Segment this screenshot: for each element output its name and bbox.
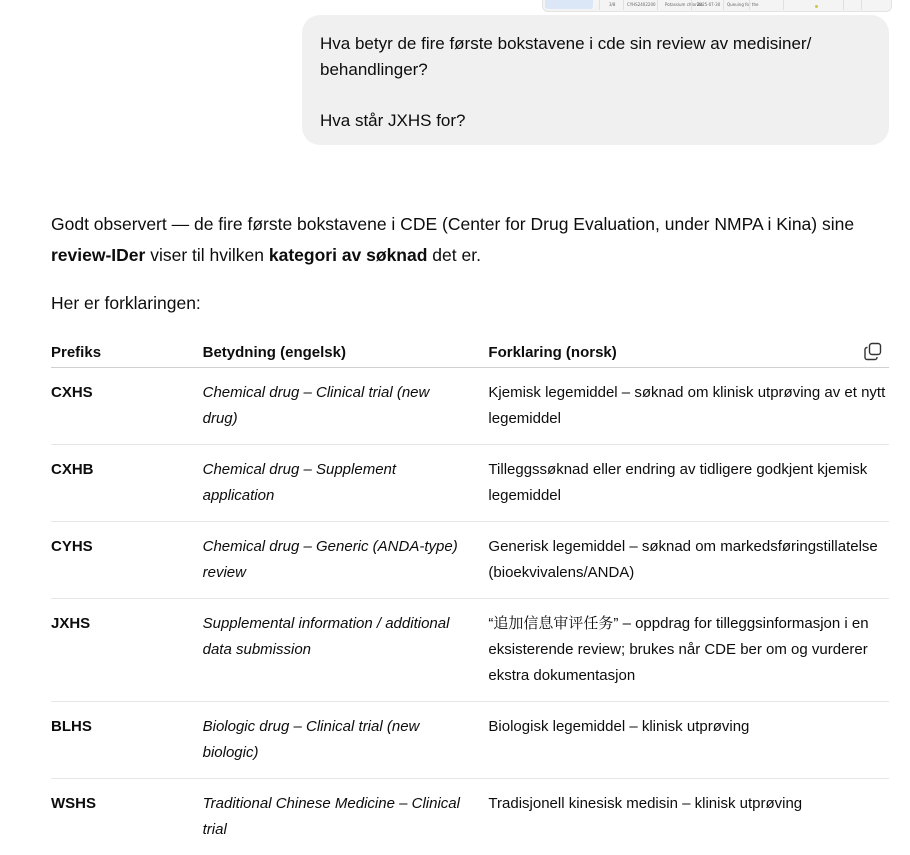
prefix-cell: CYHS xyxy=(51,522,203,599)
table-header-row xyxy=(51,338,889,368)
column-header: Prefiks xyxy=(51,338,203,368)
english-cell: Chemical drug – Supplement application xyxy=(203,445,489,522)
table-row xyxy=(51,522,889,599)
prefix-cell: JXHS xyxy=(51,599,203,702)
column-header: Betydning (engelsk) xyxy=(203,338,489,368)
prefix-cell: WSHS xyxy=(51,779,203,855)
column-header: Forklaring (norsk) xyxy=(488,338,889,368)
norsk-cell: Generisk legemiddel – søknad om markedsføringstillatelse (bioekvivalens/ANDA) xyxy=(488,522,889,599)
assistant-lead: Her er forklaringen: xyxy=(51,288,881,319)
norsk-cell: Tilleggssøknad eller endring av tidligere godkjent kjemisk legemiddel xyxy=(488,445,889,522)
attachment-cell: 2025-07-30 xyxy=(697,2,720,7)
table-row xyxy=(51,702,889,779)
prefix-cell: CXHB xyxy=(51,445,203,522)
attachment-preview[interactable] xyxy=(542,0,892,12)
attachment-cell: 3/8 xyxy=(609,2,615,7)
bold-term: review-IDer xyxy=(51,245,145,265)
norsk-cell: Biologisk legemiddel – klinisk utprøving xyxy=(488,702,889,779)
english-cell: Supplemental information / additional data submission xyxy=(203,599,489,702)
attachment-cell: Queuing for the xyxy=(727,2,758,7)
user-message-line: Hva står JXHS for? xyxy=(320,108,871,134)
user-message-bubble xyxy=(302,15,889,145)
english-cell: Traditional Chinese Medicine – Clinical trial xyxy=(203,779,489,855)
table-row xyxy=(51,599,889,702)
copy-table-button[interactable] xyxy=(863,341,883,361)
table-row xyxy=(51,445,889,522)
user-message-line: Hva betyr de fire første bokstavene i cde sin review av medisiner/ behandlinger? xyxy=(320,31,871,83)
attachment-cell: Potassium chloride xyxy=(665,2,703,7)
norsk-cell: Kjemisk legemiddel – søknad om klinisk utprøving av et nytt legemiddel xyxy=(488,368,889,445)
status-dot xyxy=(815,5,818,8)
prefix-cell: BLHS xyxy=(51,702,203,779)
attachment-cell: CYHS2402200 xyxy=(627,2,656,7)
table-row xyxy=(51,779,889,855)
copy-icon xyxy=(863,341,883,361)
norsk-cell: Tradisjonell kinesisk medisin – klinisk utprøving xyxy=(488,779,889,855)
table-row xyxy=(51,368,889,445)
prefix-cell: CXHS xyxy=(51,368,203,445)
bold-term: kategori av søknad xyxy=(269,245,428,265)
assistant-intro: Godt observert — de fire første bokstavene i CDE (Center for Drug Evaluation, under NMPA i Kina) sine review-IDer viser til hvilken kategori av søknad det er. xyxy=(51,209,881,271)
english-cell: Chemical drug – Clinical trial (new drug) xyxy=(203,368,489,445)
english-cell: Biologic drug – Clinical trial (new biologic) xyxy=(203,702,489,779)
norsk-cell: “追加信息审评任务” – oppdrag for tilleggsinformasjon i en eksisterende review; brukes når CDE ber om og vurderer ekstra dokumentasjon xyxy=(488,599,889,702)
english-cell: Chemical drug – Generic (ANDA-type) review xyxy=(203,522,489,599)
attachment-highlight xyxy=(545,0,593,9)
prefix-table xyxy=(51,338,889,855)
